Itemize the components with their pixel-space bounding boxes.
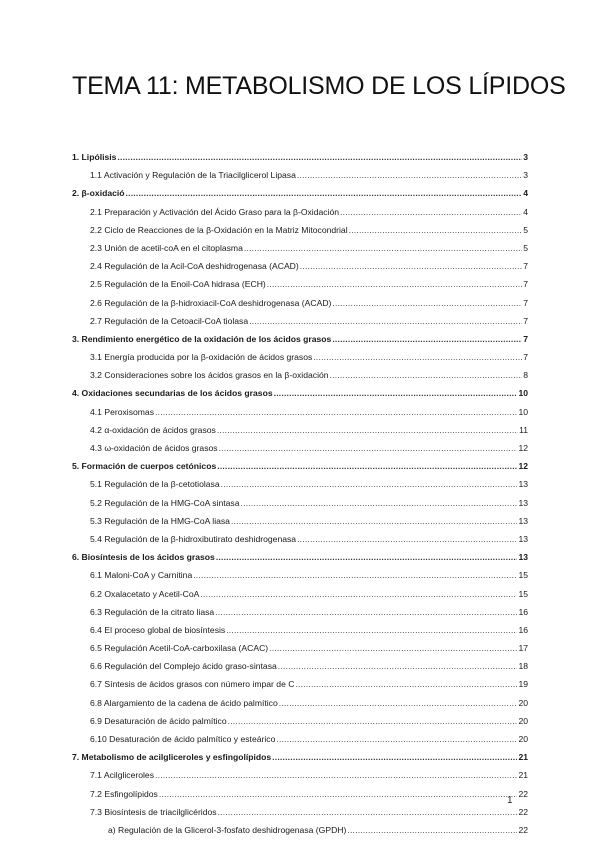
toc-entry-label: 7.3 Biosíntesis de triacilglicéridos: [90, 806, 217, 817]
toc-entry-page: 4: [523, 206, 528, 217]
toc-entry-page: 13: [518, 552, 528, 563]
toc-entry[interactable]: [72, 512, 528, 530]
toc-entry[interactable]: [72, 330, 528, 348]
toc-entry-page: 10: [518, 388, 528, 399]
toc-dot-leader: [221, 475, 518, 493]
toc-dot-leader: [219, 439, 518, 457]
toc-entry-page: 7: [523, 261, 528, 272]
toc-dot-leader: [269, 639, 517, 657]
toc-dot-leader: [297, 530, 517, 548]
toc-entry-page: 20: [518, 697, 528, 708]
toc-entry-page: 15: [518, 570, 528, 581]
toc-entry-page: 18: [518, 661, 528, 672]
toc-entry[interactable]: [72, 494, 528, 512]
toc-entry-label: 5.1 Regulación de la β-cetotiolasa: [90, 479, 220, 490]
toc-dot-leader: [340, 203, 522, 221]
toc-dot-leader: [159, 785, 518, 803]
toc-entry-label: 6.3 Regulación de la citrato liasa: [90, 606, 215, 617]
toc-entry-page: 22: [518, 824, 528, 835]
toc-dot-leader: [313, 348, 522, 366]
toc-dot-leader: [332, 294, 522, 312]
toc-entry-page: 19: [518, 679, 528, 690]
toc-dot-leader: [274, 384, 518, 402]
toc-entry-label: 3. Rendimiento energético de la oxidación de los ácidos grasos: [72, 333, 332, 344]
toc-entry-label: 6.7 Síntesis de ácidos grasos con número impar de C: [90, 679, 295, 690]
toc-dot-leader: [295, 675, 517, 693]
toc-dot-leader: [155, 403, 517, 421]
toc-entry[interactable]: [72, 439, 528, 457]
toc-dot-leader: [216, 548, 518, 566]
toc-entry-page: 11: [519, 424, 528, 435]
toc-entry[interactable]: [72, 366, 528, 384]
toc-entry[interactable]: [72, 621, 528, 639]
toc-entry-page: 7: [523, 333, 528, 344]
page-title: TEMA 11: METABOLISMO DE LOS LÍPIDOS: [72, 72, 566, 100]
toc-dot-leader: [117, 148, 522, 166]
toc-dot-leader: [279, 694, 518, 712]
toc-entry-page: 20: [518, 715, 528, 726]
toc-dot-leader: [241, 494, 518, 512]
toc-entry-page: 7: [523, 279, 528, 290]
toc-entry-label: 3.1 Energía producida por la β-oxidación de ácidos grasos: [90, 352, 313, 363]
toc-dot-leader: [332, 330, 522, 348]
toc-entry-label: 2. β-oxidació: [72, 188, 125, 199]
toc-dot-leader: [228, 712, 518, 730]
toc-entry-page: 13: [518, 515, 528, 526]
toc-entry[interactable]: [72, 603, 528, 621]
toc-entry-label: a) Regulación de la Glicerol-3-fosfato deshidrogenasa (GPDH): [108, 824, 347, 835]
toc-entry-label: 4.3 ω-oxidación de ácidos grasos: [90, 443, 218, 453]
toc-entry[interactable]: [72, 639, 528, 657]
toc-entry-label: 4.2 α-oxidación de ácidos grasos: [90, 424, 216, 435]
toc-entry[interactable]: [72, 384, 528, 402]
toc-entry-label: 5.2 Regulación de la HMG-CoA sintasa: [90, 497, 240, 508]
toc-dot-leader: [217, 421, 518, 439]
toc-dot-leader: [276, 730, 517, 748]
toc-dot-leader: [217, 457, 517, 475]
toc-entry[interactable]: [72, 748, 528, 766]
toc-entry-label: 6.1 Maloni-CoA y Carnitina: [90, 570, 193, 581]
toc-dot-leader: [200, 585, 517, 603]
toc-dot-leader: [155, 766, 517, 784]
toc-dot-leader: [193, 566, 517, 584]
toc-entry-label: 2.5 Regulación de la Enoil-CoA hidrasa (ECH): [90, 279, 266, 290]
toc-entry[interactable]: [72, 766, 528, 784]
toc-entry-label: 2.7 Regulación de la Cetoacil-CoA tiolasa: [90, 315, 249, 326]
toc-entry-label: 1. Lipólisis: [72, 152, 117, 162]
toc-entry-label: 2.2 Ciclo de Reacciones de la β-Oxidación en la Matriz Mitocondrial: [90, 224, 348, 235]
toc-entry[interactable]: [72, 821, 528, 839]
toc-entry-label: 6.6 Regulación del Complejo ácido graso-sintasa: [90, 661, 277, 672]
toc-entry-page: 10: [518, 406, 528, 417]
toc-entry-label: 2.3 Unión de acetil-coA en el citoplasma: [90, 242, 243, 253]
toc-entry-label: 6.2 Oxalacetato y Acetil-CoA: [90, 588, 200, 599]
toc-entry[interactable]: [72, 203, 528, 221]
toc-dot-leader: [278, 657, 518, 675]
toc-entry-label: 6.9 Desaturación de ácido palmítico: [90, 715, 227, 726]
toc-entry-page: 16: [518, 624, 528, 635]
toc-entry-label: 2.4 Regulación de la Acil-CoA deshidrogenasa (ACAD): [90, 261, 299, 272]
toc-entry-label: 6. Biosíntesis de los ácidos grasos: [72, 552, 215, 563]
toc-entry-page: 5: [523, 242, 528, 253]
toc-entry[interactable]: [72, 166, 528, 184]
toc-entry[interactable]: [72, 566, 528, 584]
toc-entry-page: 17: [518, 643, 528, 654]
toc-entry-label: 7. Metabolismo de acilgliceroles y esfingolípidos: [72, 752, 272, 763]
toc-entry[interactable]: [72, 312, 528, 330]
toc-entry-page: 3: [523, 152, 528, 162]
toc-entry-page: 7: [523, 297, 528, 308]
toc-entry-label: 6.4 El proceso global de biosíntesis: [90, 624, 226, 635]
toc-entry-label: 1.1 Activación y Regulación de la Triacilglicerol Lipasa: [90, 170, 296, 181]
toc-entry-label: 4.1 Peroxisomas: [90, 406, 155, 417]
toc-entry-label: 5. Formación de cuerpos cetónicos: [72, 461, 217, 472]
toc-entry-page: 8: [523, 370, 528, 381]
toc-dot-leader: [126, 184, 523, 202]
toc-entry-page: 13: [518, 479, 528, 490]
toc-dot-leader: [297, 166, 522, 184]
toc-entry[interactable]: [72, 712, 528, 730]
toc-entry-page: 12: [518, 443, 528, 453]
toc-entry-page: 4: [523, 188, 528, 199]
toc-entry-page: 21: [518, 770, 528, 781]
toc-entry[interactable]: [72, 530, 528, 548]
toc-entry-page: 12: [518, 461, 528, 472]
toc-entry-page: 15: [518, 588, 528, 599]
toc-dot-leader: [272, 748, 517, 766]
toc-entry[interactable]: [72, 657, 528, 675]
toc-entry-label: 6.5 Regulación Acetil-CoA-carboxilasa (ACAC): [90, 643, 269, 654]
toc-dot-leader: [244, 239, 522, 257]
toc-entry[interactable]: [72, 221, 528, 239]
toc-entry[interactable]: [72, 675, 528, 693]
toc-entry[interactable]: [72, 730, 528, 748]
toc-entry-label: 6.8 Alargamiento de la cadena de ácido palmítico: [90, 697, 278, 708]
toc-entry[interactable]: [72, 475, 528, 493]
toc-entry-page: 7: [523, 315, 528, 326]
toc-entry-label: 2.6 Regulación de la β-hidroxiacil-CoA deshidrogenasa (ACAD): [90, 297, 332, 308]
toc-dot-leader: [226, 621, 517, 639]
toc-dot-leader: [218, 803, 518, 821]
toc-entry[interactable]: [72, 184, 528, 202]
toc-entry[interactable]: [72, 694, 528, 712]
toc-entry-page: 7: [523, 352, 528, 363]
toc-entry-page: 22: [518, 806, 528, 817]
toc-entry[interactable]: [72, 803, 528, 821]
table-of-contents: [72, 148, 528, 839]
toc-entry-label: 7.1 Acilgliceroles: [90, 770, 155, 781]
toc-dot-leader: [249, 312, 522, 330]
toc-entry-label: 3.2 Consideraciones sobre los ácidos grasos en la β-oxidación: [90, 370, 329, 381]
toc-entry-page: 20: [518, 734, 528, 744]
toc-dot-leader: [267, 275, 522, 293]
toc-entry-label: 7.2 Esfingolípidos: [90, 788, 158, 799]
toc-entry-label: 5.3 Regulación de la HMG-CoA liasa: [90, 515, 230, 526]
toc-entry[interactable]: [72, 421, 528, 439]
toc-entry[interactable]: [72, 457, 528, 475]
toc-dot-leader: [347, 821, 517, 839]
toc-dot-leader: [231, 512, 517, 530]
toc-entry-page: 5: [523, 224, 528, 235]
toc-entry[interactable]: [72, 585, 528, 603]
toc-entry-label: 2.1 Preparación y Activación del Ácido Graso para la β-Oxidación: [90, 206, 340, 217]
toc-entry[interactable]: [72, 257, 528, 275]
toc-entry[interactable]: [72, 785, 528, 803]
toc-dot-leader: [215, 603, 517, 621]
page-number: 1: [507, 795, 513, 806]
toc-entry-page: 13: [518, 533, 528, 544]
toc-entry[interactable]: [72, 348, 528, 366]
toc-entry[interactable]: [72, 294, 528, 312]
toc-entry-page: 3: [523, 170, 528, 181]
toc-entry[interactable]: [72, 275, 528, 293]
toc-entry-page: 13: [518, 497, 528, 508]
toc-entry-page: 21: [518, 752, 528, 763]
toc-dot-leader: [300, 257, 522, 275]
toc-entry-label: 5.4 Regulación de la β-hidroxibutirato deshidrogenasa: [90, 533, 297, 544]
toc-dot-leader: [349, 221, 523, 239]
toc-entry[interactable]: [72, 548, 528, 566]
toc-entry-label: 6.10 Desaturación de ácido palmítico y esteárico: [90, 734, 276, 744]
toc-entry[interactable]: [72, 403, 528, 421]
toc-dot-leader: [330, 366, 523, 384]
toc-entry[interactable]: [72, 239, 528, 257]
toc-entry-label: 4. Oxidaciones secundarias de los ácidos grasos: [72, 388, 273, 399]
toc-entry[interactable]: [72, 148, 528, 166]
toc-entry-page: 16: [518, 606, 528, 617]
toc-entry-page: 22: [518, 788, 528, 799]
